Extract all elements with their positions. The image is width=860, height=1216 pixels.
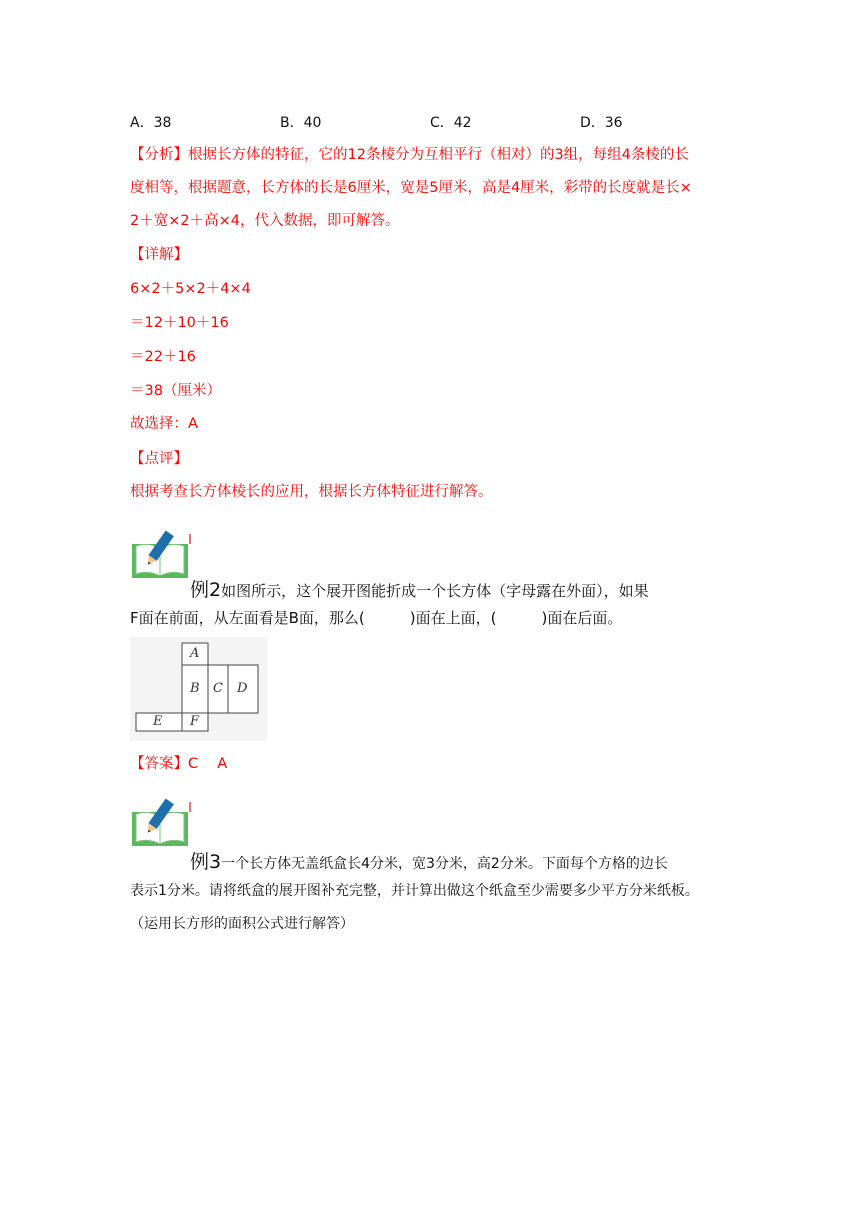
example-2-line-1 <box>190 575 649 602</box>
example-2-line-2: F面在前面，从左面看是B面，那么( )面在上面，( )面在后面。 <box>130 609 623 627</box>
net-label-f: F <box>190 714 200 729</box>
box-net-figure <box>130 637 267 741</box>
example-2-number: 例2 <box>190 579 222 601</box>
example-3-line-1 <box>190 847 668 874</box>
net-label-a: A <box>190 646 200 661</box>
detail-heading: 【详解】 <box>130 247 188 263</box>
option-c: C．42 <box>430 115 472 131</box>
detail-step-1: 6×2＋5×2＋4×4 <box>130 281 251 297</box>
option-b: B．40 <box>280 115 322 131</box>
detail-choice: 故选择：A <box>130 416 198 432</box>
example-3-text: 一个长方体无盖纸盒长4分米，宽3分米，高2分米。下面每个方格的边长 <box>221 856 668 872</box>
analysis-line-2: 度相等，根据题意，长方体的长是6厘米，宽是5厘米，高是4厘米，彩带的长度就是长× <box>130 180 692 196</box>
book-pencil-icon <box>130 798 194 848</box>
option-a: A．38 <box>130 115 172 131</box>
net-label-e: E <box>153 714 163 729</box>
net-label-c: C <box>213 681 223 696</box>
example-2-answer: 【答案】C A <box>130 756 228 772</box>
book-pencil-icon <box>130 530 194 580</box>
net-label-b: B <box>190 681 200 696</box>
detail-step-2: ＝12＋10＋16 <box>130 315 229 331</box>
comment-text: 根据考查长方体棱长的应用，根据长方体特征进行解答。 <box>130 484 493 500</box>
detail-step-3: ＝22＋16 <box>130 349 196 365</box>
detail-step-4: ＝38（厘米） <box>130 383 221 399</box>
option-d: D．36 <box>580 115 623 131</box>
net-label-d: D <box>237 681 248 696</box>
comment-heading: 【点评】 <box>130 451 188 467</box>
example-3-number: 例3 <box>190 851 222 873</box>
example-2-text: 如图所示，这个展开图能折成一个长方体（字母露在外面），如果 <box>221 582 649 600</box>
analysis-line-1: 【分析】根据长方体的特征，它的12条棱分为互相平行（相对）的3组，每组4条棱的长 <box>130 147 689 163</box>
example-3-line-3: （运用长方形的面积公式进行解答） <box>130 916 354 932</box>
analysis-line-3: 2＋宽×2＋高×4，代入数据，即可解答。 <box>130 213 400 229</box>
example-3-line-2: 表示1分米。请将纸盒的展开图补充完整，并计算出做这个纸盒至少需要多少平方分米纸板。 <box>130 883 699 899</box>
